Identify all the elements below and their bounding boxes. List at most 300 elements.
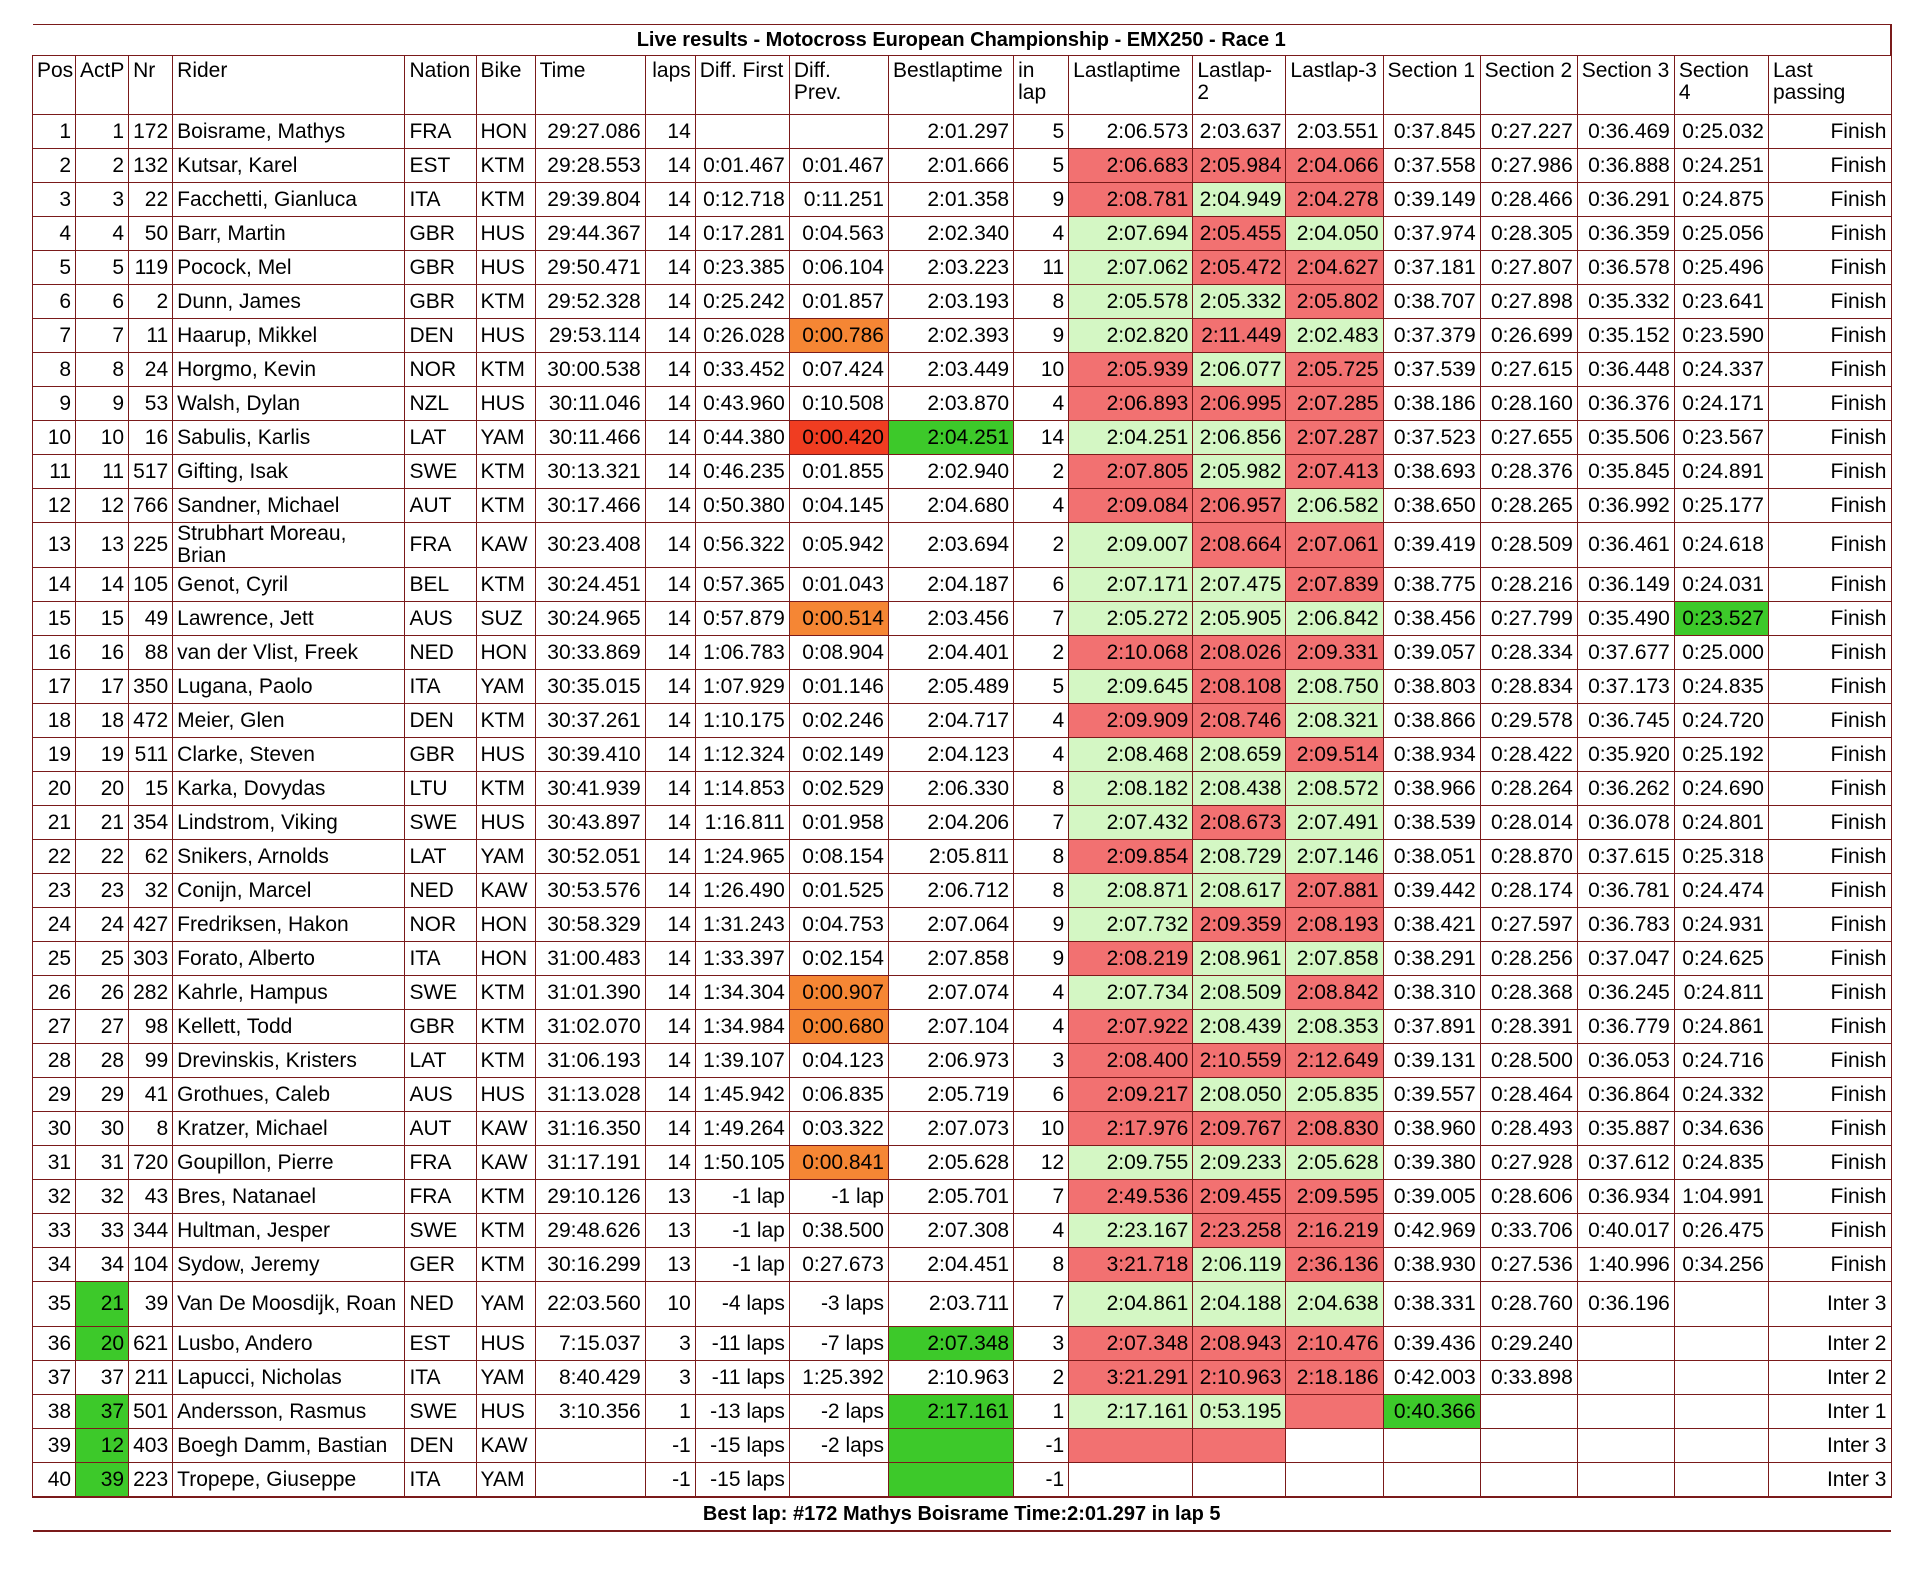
table-cell: 2:09.595: [1286, 1180, 1383, 1214]
table-cell: 0:23.527: [1674, 602, 1768, 636]
column-header: Diff. First: [695, 56, 789, 115]
table-cell: 2:03.551: [1286, 115, 1383, 149]
table-cell: 35: [33, 1282, 76, 1327]
table-cell: 0:28.834: [1480, 670, 1577, 704]
table-cell: 8: [1014, 285, 1069, 319]
table-cell: 0:00.680: [789, 1010, 888, 1044]
table-cell: 3:21.291: [1069, 1361, 1193, 1395]
table-cell: 2:05.802: [1286, 285, 1383, 319]
table-cell: 14: [645, 840, 695, 874]
table-cell: 0:24.891: [1674, 455, 1768, 489]
table-cell: Tropepe, Giuseppe: [173, 1463, 405, 1498]
table-cell: 0:25.242: [695, 285, 789, 319]
table-cell: 31:16.350: [535, 1112, 645, 1146]
table-cell: 0:04.123: [789, 1044, 888, 1078]
table-cell: 3: [76, 183, 129, 217]
table-cell: 2: [1014, 1361, 1069, 1395]
table-cell: 34: [33, 1248, 76, 1282]
table-cell: 4: [1014, 1010, 1069, 1044]
table-cell: 19: [33, 738, 76, 772]
table-cell: ITA: [405, 183, 476, 217]
table-cell: 8: [129, 1112, 173, 1146]
table-cell: Inter 1: [1768, 1395, 1891, 1429]
table-cell: Finish: [1768, 1248, 1891, 1282]
table-cell: 2:09.233: [1193, 1146, 1286, 1180]
table-cell: 0:38.310: [1383, 976, 1480, 1010]
table-cell: 2:17.161: [1069, 1395, 1193, 1429]
table-cell: 1:24.965: [695, 840, 789, 874]
table-cell: 14: [645, 874, 695, 908]
table-cell: 14: [645, 976, 695, 1010]
table-cell: NED: [405, 636, 476, 670]
table-cell: 31:13.028: [535, 1078, 645, 1112]
table-cell: 0:57.365: [695, 568, 789, 602]
column-header: Lastlap-2: [1193, 56, 1286, 115]
table-cell: 0:27.807: [1480, 251, 1577, 285]
table-cell: 517: [129, 455, 173, 489]
table-cell: [1286, 1395, 1383, 1429]
table-cell: 30:23.408: [535, 523, 645, 568]
table-cell: 2:07.062: [1069, 251, 1193, 285]
table-cell: 14: [645, 217, 695, 251]
table-cell: 0:28.606: [1480, 1180, 1577, 1214]
table-cell: 8: [1014, 772, 1069, 806]
table-cell: 21: [76, 806, 129, 840]
table-cell: 0:27.536: [1480, 1248, 1577, 1282]
table-cell: 2:04.123: [888, 738, 1013, 772]
table-cell: Inter 2: [1768, 1327, 1891, 1361]
table-cell: KTM: [476, 772, 535, 806]
table-cell: 0:01.857: [789, 285, 888, 319]
table-cell: Snikers, Arnolds: [173, 840, 405, 874]
table-cell: 0:01.043: [789, 568, 888, 602]
table-cell: 33: [76, 1214, 129, 1248]
table-cell: Finish: [1768, 1078, 1891, 1112]
table-cell: 0:27.227: [1480, 115, 1577, 149]
table-cell: 7: [1014, 1282, 1069, 1327]
table-cell: 720: [129, 1146, 173, 1180]
table-cell: 14: [645, 183, 695, 217]
table-cell: 9: [1014, 908, 1069, 942]
table-cell: 0:38.456: [1383, 602, 1480, 636]
table-cell: 0:26.475: [1674, 1214, 1768, 1248]
table-row: [33, 1180, 1892, 1214]
table-cell: 30:33.869: [535, 636, 645, 670]
table-row: [33, 285, 1892, 319]
table-cell: 29: [76, 1078, 129, 1112]
table-cell: 0:36.783: [1577, 908, 1674, 942]
table-row: [33, 568, 1892, 602]
column-header: Section 4: [1674, 56, 1768, 115]
table-cell: 6: [33, 285, 76, 319]
table-cell: 14: [645, 523, 695, 568]
table-cell: 30: [76, 1112, 129, 1146]
table-cell: 2:08.468: [1069, 738, 1193, 772]
table-cell: 2:07.348: [1069, 1327, 1193, 1361]
table-cell: Lindstrom, Viking: [173, 806, 405, 840]
table-cell: 2:03.449: [888, 353, 1013, 387]
table-cell: Walsh, Dylan: [173, 387, 405, 421]
table-cell: 0:01.467: [789, 149, 888, 183]
table-cell: 17: [33, 670, 76, 704]
table-cell: 2:07.287: [1286, 421, 1383, 455]
table-cell: 5: [76, 251, 129, 285]
table-cell: 0:39.436: [1383, 1327, 1480, 1361]
table-cell: 27: [76, 1010, 129, 1044]
table-cell: [1577, 1429, 1674, 1463]
table-cell: 0:05.942: [789, 523, 888, 568]
table-cell: 2:08.438: [1193, 772, 1286, 806]
table-cell: Kratzer, Michael: [173, 1112, 405, 1146]
table-cell: [1674, 1327, 1768, 1361]
table-cell: -1: [645, 1463, 695, 1498]
table-cell: NED: [405, 1282, 476, 1327]
table-cell: 0:24.835: [1674, 1146, 1768, 1180]
table-cell: 2:08.664: [1193, 523, 1286, 568]
table-cell: 30:35.015: [535, 670, 645, 704]
table-cell: 2:06.582: [1286, 489, 1383, 523]
table-cell: 2:04.627: [1286, 251, 1383, 285]
table-cell: 0:00.514: [789, 602, 888, 636]
table-cell: 31:01.390: [535, 976, 645, 1010]
table-cell: 2:06.973: [888, 1044, 1013, 1078]
results-table: [32, 24, 1892, 1532]
table-cell: Lusbo, Andero: [173, 1327, 405, 1361]
table-cell: SWE: [405, 806, 476, 840]
table-cell: NOR: [405, 908, 476, 942]
table-cell: Inter 3: [1768, 1463, 1891, 1498]
table-cell: Grothues, Caleb: [173, 1078, 405, 1112]
table-cell: 30:13.321: [535, 455, 645, 489]
table-cell: 0:28.216: [1480, 568, 1577, 602]
table-cell: 1:06.783: [695, 636, 789, 670]
table-cell: 0:43.960: [695, 387, 789, 421]
table-cell: YAM: [476, 670, 535, 704]
table-cell: 41: [129, 1078, 173, 1112]
table-cell: 14: [645, 489, 695, 523]
table-cell: 2:09.331: [1286, 636, 1383, 670]
table-cell: KTM: [476, 183, 535, 217]
table-cell: FRA: [405, 1180, 476, 1214]
table-cell: 0:00.907: [789, 976, 888, 1010]
table-row: [33, 1395, 1892, 1429]
table-cell: 2:05.455: [1193, 217, 1286, 251]
table-cell: 0:37.891: [1383, 1010, 1480, 1044]
table-row: [33, 1146, 1892, 1180]
table-cell: KTM: [476, 1010, 535, 1044]
table-cell: Finish: [1768, 568, 1891, 602]
table-cell: 2:07.308: [888, 1214, 1013, 1248]
table-cell: Pocock, Mel: [173, 251, 405, 285]
table-cell: 14: [645, 942, 695, 976]
table-cell: 0:37.181: [1383, 251, 1480, 285]
table-cell: 11: [1014, 251, 1069, 285]
table-cell: KTM: [476, 353, 535, 387]
table-cell: 0:24.835: [1674, 670, 1768, 704]
table-cell: 2:05.835: [1286, 1078, 1383, 1112]
table-cell: 2:06.119: [1193, 1248, 1286, 1282]
table-cell: 2:08.193: [1286, 908, 1383, 942]
table-cell: 2:07.839: [1286, 568, 1383, 602]
table-cell: Finish: [1768, 942, 1891, 976]
table-cell: 0:04.563: [789, 217, 888, 251]
table-cell: 2:05.725: [1286, 353, 1383, 387]
table-row: [33, 704, 1892, 738]
table-cell: 0:36.779: [1577, 1010, 1674, 1044]
table-cell: 2:04.401: [888, 636, 1013, 670]
table-cell: 2:03.870: [888, 387, 1013, 421]
table-cell: 22: [129, 183, 173, 217]
table-cell: 2:12.649: [1286, 1044, 1383, 1078]
column-header: Bike: [476, 56, 535, 115]
table-cell: 3:10.356: [535, 1395, 645, 1429]
table-cell: 0:56.322: [695, 523, 789, 568]
table-cell: 2:07.858: [888, 942, 1013, 976]
table-cell: Finish: [1768, 1180, 1891, 1214]
table-cell: 0:01.525: [789, 874, 888, 908]
table-cell: Lugana, Paolo: [173, 670, 405, 704]
table-cell: 37: [33, 1361, 76, 1395]
table-cell: 511: [129, 738, 173, 772]
table-cell: -15 laps: [695, 1463, 789, 1498]
table-cell: 2:06.712: [888, 874, 1013, 908]
table-cell: 9: [33, 387, 76, 421]
table-cell: Conijn, Marcel: [173, 874, 405, 908]
table-cell: 14: [645, 149, 695, 183]
table-cell: 2:05.811: [888, 840, 1013, 874]
table-cell: 2:09.084: [1069, 489, 1193, 523]
table-cell: 14: [1014, 421, 1069, 455]
table-cell: 30:24.965: [535, 602, 645, 636]
table-cell: 0:38.500: [789, 1214, 888, 1248]
table-cell: 8: [33, 353, 76, 387]
table-cell: GBR: [405, 285, 476, 319]
table-cell: 0:08.154: [789, 840, 888, 874]
table-cell: 0:38.707: [1383, 285, 1480, 319]
table-cell: 7: [1014, 806, 1069, 840]
table-cell: 2:23.167: [1069, 1214, 1193, 1248]
table-cell: ITA: [405, 1361, 476, 1395]
table-cell: 11: [33, 455, 76, 489]
column-header: Nr: [129, 56, 173, 115]
table-cell: 0:29.578: [1480, 704, 1577, 738]
table-cell: Sandner, Michael: [173, 489, 405, 523]
table-cell: 0:44.380: [695, 421, 789, 455]
table-cell: 2:08.439: [1193, 1010, 1286, 1044]
table-cell: Finish: [1768, 840, 1891, 874]
table-cell: -11 laps: [695, 1327, 789, 1361]
table-cell: 2:36.136: [1286, 1248, 1383, 1282]
table-cell: 2:04.066: [1286, 149, 1383, 183]
table-cell: 0:29.240: [1480, 1327, 1577, 1361]
table-cell: 39: [76, 1463, 129, 1498]
table-cell: 0:24.171: [1674, 387, 1768, 421]
table-cell: 38: [33, 1395, 76, 1429]
table-cell: [789, 115, 888, 149]
table-cell: BEL: [405, 568, 476, 602]
table-cell: 2:06.957: [1193, 489, 1286, 523]
table-cell: 104: [129, 1248, 173, 1282]
table-cell: 0:27.799: [1480, 602, 1577, 636]
table-cell: 30:39.410: [535, 738, 645, 772]
table-cell: -1: [645, 1429, 695, 1463]
table-cell: 1: [1014, 1395, 1069, 1429]
table-cell: 14: [645, 1146, 695, 1180]
table-cell: 22:03.560: [535, 1282, 645, 1327]
table-cell: 2:08.400: [1069, 1044, 1193, 1078]
table-cell: 2:01.666: [888, 149, 1013, 183]
table-cell: 1:45.942: [695, 1078, 789, 1112]
table-cell: 2:07.348: [888, 1327, 1013, 1361]
table-cell: 2:08.219: [1069, 942, 1193, 976]
table-cell: KTM: [476, 455, 535, 489]
table-cell: 0:01.958: [789, 806, 888, 840]
table-cell: 2:08.673: [1193, 806, 1286, 840]
table-cell: 0:28.376: [1480, 455, 1577, 489]
table-cell: 0:27.655: [1480, 421, 1577, 455]
table-cell: HUS: [476, 1327, 535, 1361]
table-cell: GBR: [405, 251, 476, 285]
table-cell: KTM: [476, 1248, 535, 1282]
table-cell: 0:04.753: [789, 908, 888, 942]
table-cell: 2:08.659: [1193, 738, 1286, 772]
table-cell: KTM: [476, 149, 535, 183]
table-cell: Kellett, Todd: [173, 1010, 405, 1044]
table-cell: 2:07.922: [1069, 1010, 1193, 1044]
table-cell: 0:36.578: [1577, 251, 1674, 285]
table-cell: [1383, 1429, 1480, 1463]
table-cell: 2:04.717: [888, 704, 1013, 738]
table-cell: 33: [33, 1214, 76, 1248]
table-cell: 0:36.888: [1577, 149, 1674, 183]
table-cell: 14: [645, 1078, 695, 1112]
table-cell: 0:35.490: [1577, 602, 1674, 636]
table-cell: 30:11.046: [535, 387, 645, 421]
table-cell: 0:25.032: [1674, 115, 1768, 149]
table-cell: -1: [1014, 1463, 1069, 1498]
table-cell: 2:05.272: [1069, 602, 1193, 636]
table-cell: Finish: [1768, 1146, 1891, 1180]
table-cell: 4: [33, 217, 76, 251]
table-cell: 0:36.934: [1577, 1180, 1674, 1214]
table-cell: 37: [76, 1395, 129, 1429]
table-cell: 29:52.328: [535, 285, 645, 319]
table-cell: 7: [1014, 1180, 1069, 1214]
table-row: [33, 387, 1892, 421]
table-cell: 0:24.690: [1674, 772, 1768, 806]
table-cell: 0:17.281: [695, 217, 789, 251]
table-cell: 0:12.718: [695, 183, 789, 217]
table-cell: Finish: [1768, 217, 1891, 251]
table-row: [33, 115, 1892, 149]
table-cell: 2:10.068: [1069, 636, 1193, 670]
table-row: [33, 455, 1892, 489]
table-cell: 2:05.472: [1193, 251, 1286, 285]
table-cell: 14: [645, 251, 695, 285]
table-cell: 0:38.051: [1383, 840, 1480, 874]
table-cell: YAM: [476, 1361, 535, 1395]
table-row: [33, 353, 1892, 387]
table-cell: 14: [645, 353, 695, 387]
table-cell: [1674, 1429, 1768, 1463]
table-cell: 0:00.420: [789, 421, 888, 455]
table-cell: 11: [129, 319, 173, 353]
table-row: [33, 251, 1892, 285]
table-cell: 20: [76, 772, 129, 806]
table-cell: 2:02.340: [888, 217, 1013, 251]
table-cell: 1: [76, 115, 129, 149]
table-cell: 7: [33, 319, 76, 353]
table-cell: 0:36.864: [1577, 1078, 1674, 1112]
table-cell: Finish: [1768, 1112, 1891, 1146]
table-cell: 0:50.380: [695, 489, 789, 523]
table-cell: 0:37.677: [1577, 636, 1674, 670]
table-cell: Facchetti, Gianluca: [173, 183, 405, 217]
table-cell: 2: [76, 149, 129, 183]
table-cell: Finish: [1768, 149, 1891, 183]
table-cell: 2:10.963: [1193, 1361, 1286, 1395]
table-cell: 11: [76, 455, 129, 489]
table-cell: 0:28.334: [1480, 636, 1577, 670]
best-lap-footer: Best lap: #172 Mathys Boisrame Time:2:01.297 in lap 5: [33, 1497, 1892, 1531]
table-cell: 0:00.786: [789, 319, 888, 353]
table-cell: 31:06.193: [535, 1044, 645, 1078]
table-cell: 0:36.149: [1577, 568, 1674, 602]
table-cell: 0:37.047: [1577, 942, 1674, 976]
table-cell: 0:37.845: [1383, 115, 1480, 149]
table-cell: 4: [1014, 387, 1069, 421]
table-cell: 1:10.175: [695, 704, 789, 738]
table-cell: 2:10.963: [888, 1361, 1013, 1395]
table-cell: 0:38.960: [1383, 1112, 1480, 1146]
table-cell: 14: [645, 387, 695, 421]
table-cell: 2:09.767: [1193, 1112, 1286, 1146]
table-cell: 0:06.835: [789, 1078, 888, 1112]
table-cell: GBR: [405, 738, 476, 772]
table-cell: FRA: [405, 523, 476, 568]
table-cell: Karka, Dovydas: [173, 772, 405, 806]
table-row: [33, 149, 1892, 183]
table-cell: 1: [645, 1395, 695, 1429]
table-cell: 2:04.050: [1286, 217, 1383, 251]
table-row: [33, 1361, 1892, 1395]
table-cell: 2:05.982: [1193, 455, 1286, 489]
table-cell: HUS: [476, 1395, 535, 1429]
column-header: Last passing: [1768, 56, 1891, 115]
table-cell: 2:05.578: [1069, 285, 1193, 319]
table-cell: 2:06.995: [1193, 387, 1286, 421]
table-cell: 16: [129, 421, 173, 455]
table-cell: 0:02.149: [789, 738, 888, 772]
table-cell: 2:05.701: [888, 1180, 1013, 1214]
table-cell: 4: [1014, 489, 1069, 523]
table-cell: NZL: [405, 387, 476, 421]
table-cell: Inter 2: [1768, 1361, 1891, 1395]
table-cell: 14: [645, 908, 695, 942]
table-cell: [1577, 1327, 1674, 1361]
table-row: [33, 874, 1892, 908]
table-cell: Gifting, Isak: [173, 455, 405, 489]
table-cell: Finish: [1768, 738, 1891, 772]
table-cell: 132: [129, 149, 173, 183]
table-cell: [1286, 1463, 1383, 1498]
table-row: [33, 1429, 1892, 1463]
table-cell: HUS: [476, 1078, 535, 1112]
table-cell: 0:39.419: [1383, 523, 1480, 568]
table-cell: 14: [645, 670, 695, 704]
table-cell: 1:50.105: [695, 1146, 789, 1180]
table-cell: 2:03.223: [888, 251, 1013, 285]
